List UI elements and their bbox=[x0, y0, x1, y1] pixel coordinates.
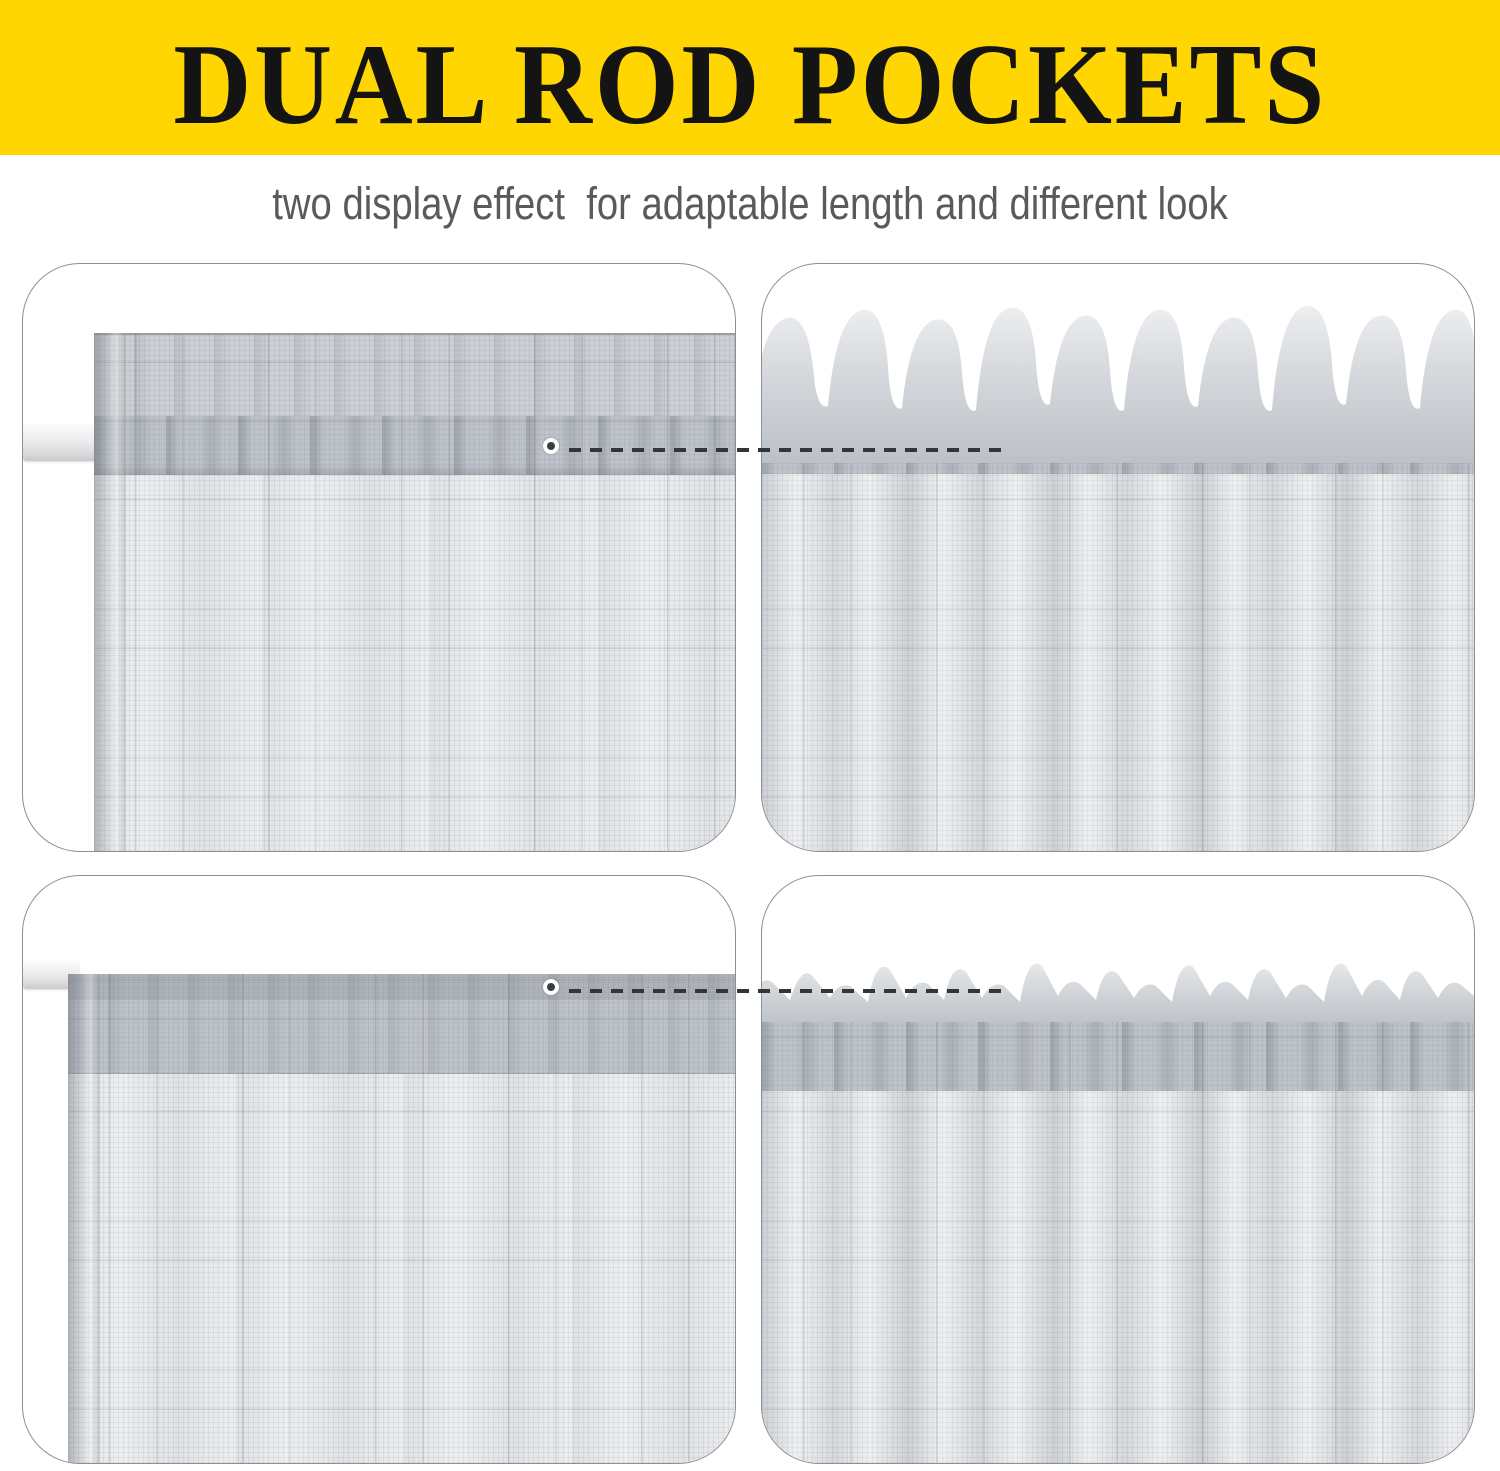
gather-shading bbox=[94, 416, 735, 475]
fold-shading bbox=[762, 1091, 1474, 1463]
sheer-body bbox=[68, 1074, 735, 1463]
title-banner bbox=[0, 0, 1500, 155]
panel-flat-top-rod-pocket bbox=[22, 875, 736, 1464]
dashed-connector bbox=[569, 989, 1007, 993]
gathered-ruffle-top bbox=[761, 944, 1475, 1022]
pocket-position-dot bbox=[543, 438, 559, 454]
fold-shading bbox=[762, 474, 1474, 851]
rod-pocket-band bbox=[762, 1014, 1474, 1091]
dashed-connector bbox=[569, 448, 1006, 452]
sheer-body bbox=[762, 1091, 1474, 1463]
sheer-body bbox=[762, 474, 1474, 851]
side-hem bbox=[68, 974, 100, 1463]
curtain-flat-with-header bbox=[94, 333, 735, 851]
curtain-rod bbox=[23, 424, 105, 461]
page-title: DUAL ROD POCKETS bbox=[173, 20, 1327, 149]
fabric-texture bbox=[68, 1074, 735, 1463]
sheer-body bbox=[94, 475, 735, 851]
gather-shading bbox=[762, 1014, 1474, 1091]
curtain-flat-top-pocket bbox=[68, 974, 735, 1463]
subtitle-text: two display effect for adaptable length and different look bbox=[272, 178, 1228, 229]
fabric-texture bbox=[94, 335, 735, 416]
panel-flat-header-above-rod bbox=[22, 263, 736, 852]
side-hem bbox=[94, 333, 126, 851]
panel-gathered-header-above-rod bbox=[761, 263, 1475, 852]
gathered-ruffle-top bbox=[761, 298, 1475, 463]
header-band bbox=[94, 333, 735, 416]
subtitle bbox=[0, 178, 1500, 230]
pocket-position-dot bbox=[543, 979, 559, 995]
rod-pocket-band bbox=[94, 416, 735, 475]
fabric-texture bbox=[94, 475, 735, 851]
panel-gathered-top-rod-pocket bbox=[761, 875, 1475, 1464]
